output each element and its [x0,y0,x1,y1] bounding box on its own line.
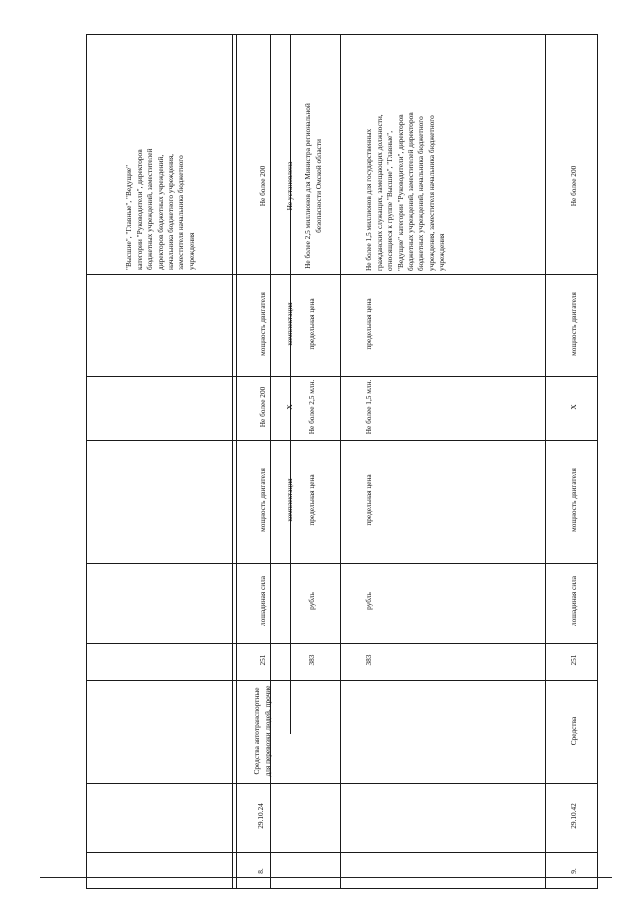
row-8-char2: мощность двигателя [258,292,268,356]
table-border-bottom [86,888,598,889]
column-separator [86,274,598,275]
row-8-value2-4: Не более 1,5 миллионов для государственных гражданских служащих, замещающих должности, относящиеся к группе "Высшие", "Главные", "Ведущие" категории "Руководители", директоров бюджетных учреждений, заместителей директоров бюджетных учреждений, начальника бюджетного учреждения, заместителя начальника бюджетного учреждения [364,112,447,271]
row-9-name: Средства [569,716,579,746]
row-8-value2-complect: Не установлена [285,161,295,211]
page-bottom-rule [40,877,612,878]
row-8-okei-code: 251 [258,654,268,666]
column-separator [86,680,598,681]
row-8-value-complect: X [285,404,295,410]
row-separator [236,34,237,889]
row-9-code: 29.10.42 [569,803,579,829]
row-8-value-4: Не более 1,5 млн. [364,379,374,435]
table-border-top [86,34,598,35]
column-separator [86,783,598,784]
row-8-char: мощность двигателя [258,468,268,532]
criteria-text: "Высшие", "Главные", "Ведущие" категории "Руководители", директоров бюджетных учреждений, заместителей директоров бюджетных учреждений, начальника бюджетного учреждения, заместителя начальника бюджетного учреждения [124,148,196,270]
row-8-char-complect: комплектация [285,478,295,522]
row-separator [545,34,546,889]
table-border-right [597,34,598,889]
row-8-okei-name-4: рубль [364,592,374,610]
row-8-char2-3: предельная цена [307,298,317,350]
row-8-okei-name-3: рубль [307,592,317,610]
column-separator [86,376,598,377]
row-9-char: мощность двигателя [569,468,579,532]
row-8-value2-3: Не более 2,5 миллионов для Министра региональной безопасности Омской области [303,103,323,269]
row-9-number: 9. [569,868,579,874]
row-8-char-4: предельная цена [364,474,374,526]
row-8-okei-code-4: 383 [364,654,374,666]
column-separator [86,643,598,644]
row-8-char2-complect: комплектация [285,302,295,346]
row-9-okei-name: лошадиная сила [569,575,579,627]
row-separator [340,34,341,889]
row-8-okei-code-3: 383 [307,654,317,666]
row-8-number: 8. [256,868,266,874]
header-criteria-text [114,142,208,270]
column-separator [86,440,598,441]
row-9-okei-code: 251 [569,654,579,666]
row-8-name: Средства автотранспортные для перевозки людей, прочие [252,685,272,777]
row-8-okei-name: лошадиная сила [258,575,268,627]
row-9-value: X [569,404,579,410]
column-separator [86,563,598,564]
row-9-char2: мощность двигателя [569,292,579,356]
row-8-value2: Не более 200 [258,165,268,207]
row-8-value: Не более 200 [258,386,268,428]
row-9-value2: Не более 200 [569,165,579,207]
row-8-value-3: Не более 2,5 млн. [307,379,317,435]
row-8-code: 29.10.24 [256,803,266,829]
row-separator [232,34,233,889]
table-border-left [86,34,87,889]
column-separator [86,852,598,853]
row-8-char2-4: предельная цена [364,298,374,350]
row-8-char-3: предельная цена [307,474,317,526]
